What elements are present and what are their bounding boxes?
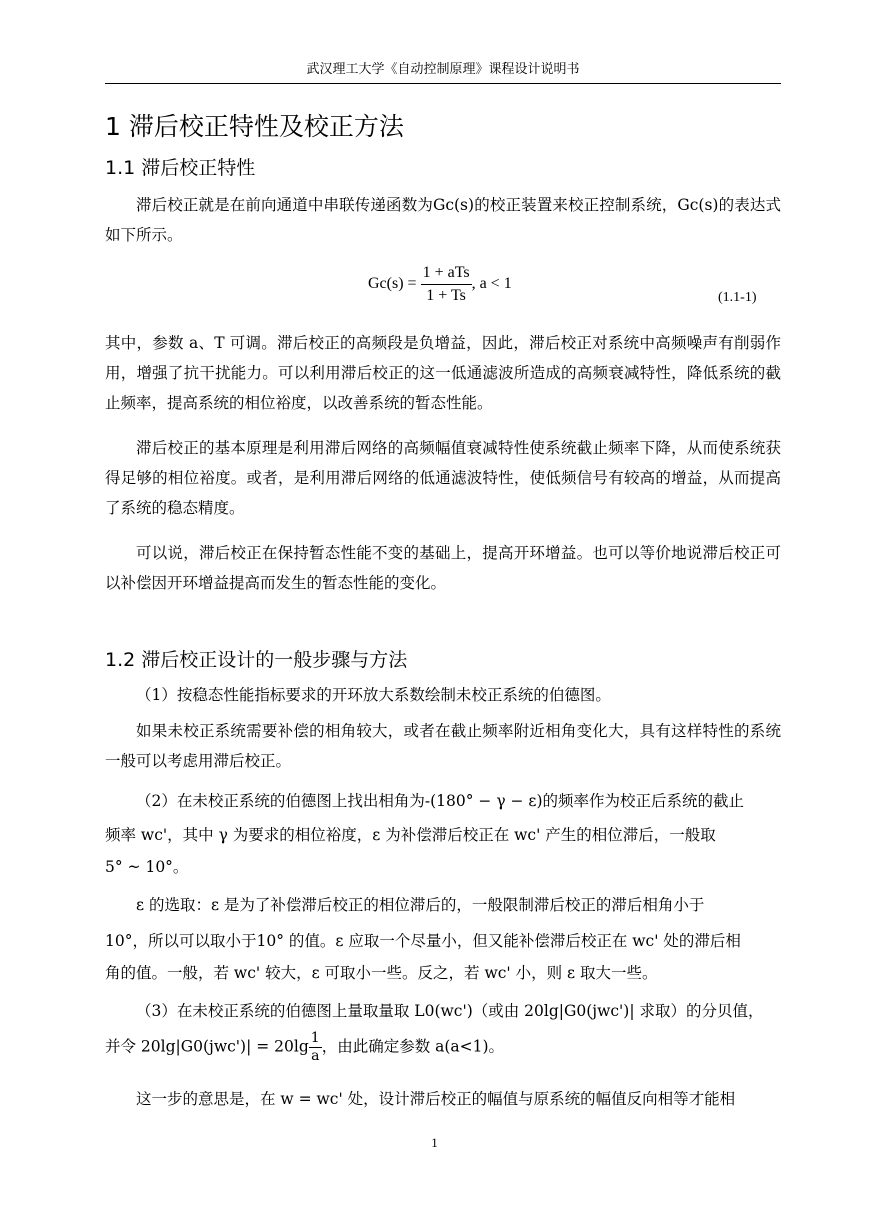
step-3-fraction-denominator: a — [311, 1048, 320, 1064]
equation-denominator: 1 + Ts — [426, 287, 466, 304]
epsilon-line-2: 10°，所以可以取小于10° 的值。ε 应取一个尽量小，但又能补偿滞后校正在 wc' 处的滞后相 — [105, 932, 741, 950]
step-2-line-3: 5° ~ 10°。 — [105, 858, 189, 876]
equation-lhs: Gc(s) = — [368, 275, 421, 293]
step-3-line-1: （3）在未校正系统的伯德图上量取量取 L0(wc')（或由 20lg|G0(jwc')| 求取）的分贝值， — [136, 1002, 764, 1020]
step-3-fraction-numerator: 1 — [310, 1030, 320, 1046]
step-2-line-1: （2）在未校正系统的伯德图上找出相角为-(180° − γ − ε)的频率作为校正后系统的截止 — [136, 792, 745, 810]
paragraph-6: 这一步的意思是，在 w = wc' 处，设计滞后校正的幅值与原系统的幅值反向相等才能相 — [136, 1090, 736, 1108]
step-3-line-2 — [105, 1030, 781, 1065]
paragraph-1: 滞后校正就是在前向通道中串联传递函数为Gc(s)的校正装置来校正控制系统，Gc(s)的表达式如下所示。 — [105, 196, 781, 244]
equation-fraction — [421, 262, 472, 307]
section-1-2-title: 1.2 滞后校正设计的一般步骤与方法 — [105, 649, 408, 671]
equation-number: (1.1-1) — [718, 290, 757, 305]
paragraph-4: 可以说，滞后校正在保持暂态性能不变的基础上，提高开环增益。也可以等价地说滞后校正可以补偿因开环增益提高而发生的暂态性能的变化。 — [105, 544, 781, 592]
step-3-line-2-start: 并令 20lg|G0(jwc')| = 20lg — [105, 1037, 309, 1056]
equation-rhs: , a < 1 — [471, 275, 512, 293]
paragraph-2: 其中，参数 a、T 可调。滞后校正的高频段是负增益，因此，滞后校正对系统中高频噪声有削弱作用，增强了抗干扰能力。可以利用滞后校正的这一低通滤波所造成的高频衰减特性，降低系统的截止频率，提高系统的相位裕度，以改善系统的暂态性能。 — [105, 334, 781, 412]
step-3-fraction — [309, 1030, 322, 1065]
page-header: 武汉理工大学《自动控制原理》课程设计说明书 — [306, 62, 580, 77]
page-number: 1 — [431, 1135, 438, 1150]
section-1-title: 1 滞后校正特性及校正方法 — [105, 112, 404, 141]
step-3-line-2-end: ，由此确定参数 a(a<1)。 — [321, 1037, 505, 1056]
epsilon-line-1: ε 的选取：ε 是为了补偿滞后校正的相位滞后的，一般限制滞后校正的滞后相角小于 — [136, 896, 705, 914]
paragraph-3: 滞后校正的基本原理是利用滞后网络的高频幅值衰减特性使系统截止频率下降，从而使系统获得足够的相位裕度。或者，是利用滞后网络的低通滤波特性，使低频信号有较高的增益，从而提高了系统的稳态精度。 — [105, 439, 781, 517]
header-rule — [105, 83, 781, 84]
epsilon-line-3: 角的值。一般，若 wc' 较大，ε 可取小一些。反之，若 wc' 小，则 ε 取大一些。 — [105, 964, 658, 982]
section-1-1-title: 1.1 滞后校正特性 — [105, 157, 256, 179]
step-2-line-2: 频率 wc'，其中 γ 为要求的相位裕度，ε 为补偿滞后校正在 wc' 产生的相位滞后，一般取 — [105, 826, 716, 844]
step-1: （1）按稳态性能指标要求的开环放大系数绘制未校正系统的伯德图。 — [136, 686, 611, 704]
equation-1-1-1 — [368, 262, 512, 307]
paragraph-5: 如果未校正系统需要补偿的相角较大，或者在截止频率附近相角变化大，具有这样特性的系统一般可以考虑用滞后校正。 — [105, 722, 781, 770]
equation-numerator: 1 + aTs — [421, 262, 472, 285]
